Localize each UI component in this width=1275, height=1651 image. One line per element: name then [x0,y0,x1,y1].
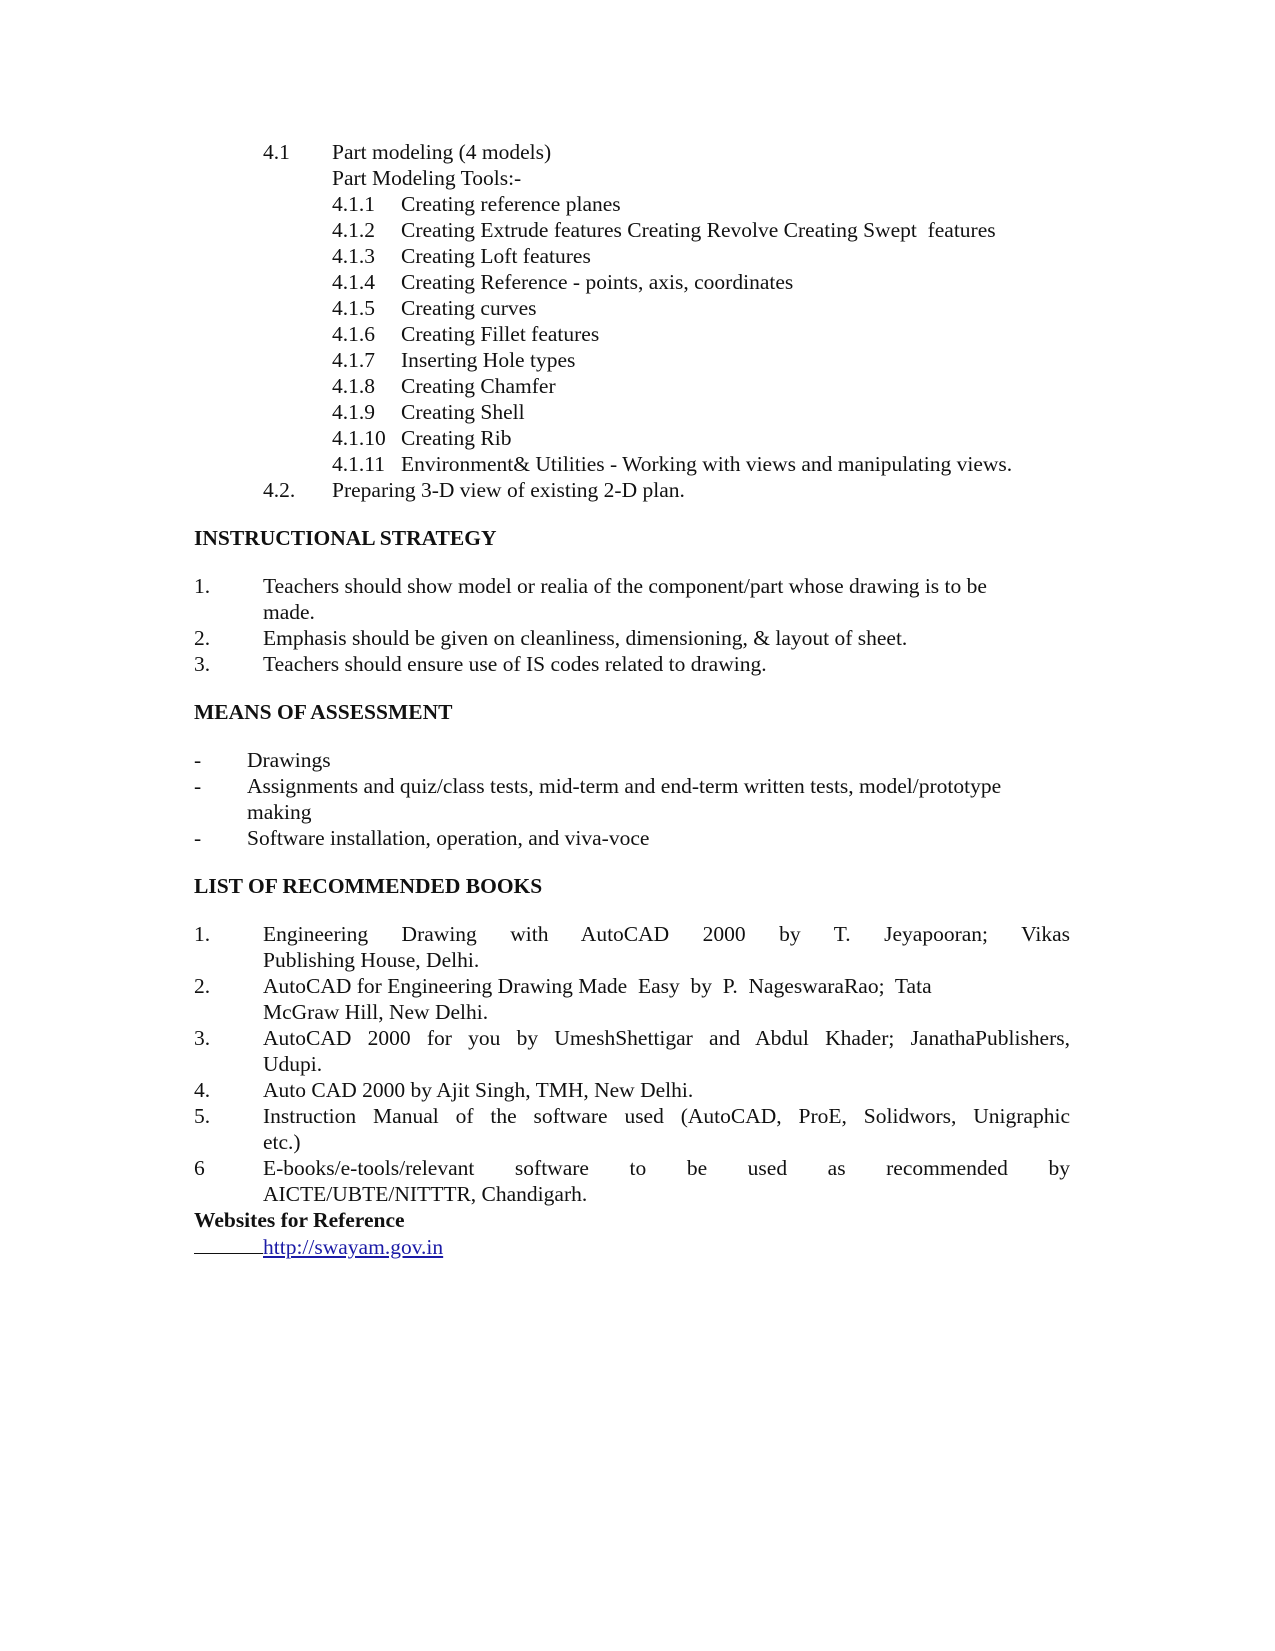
bullet: - [194,748,202,772]
item-text: Creating Reference - points, axis, coordinates [401,270,794,294]
bullet: - [194,774,202,798]
item-text: Creating Rib [401,426,512,450]
section-title: Part modeling (4 models) [332,140,552,164]
item-number: 4.1.7 [332,348,375,372]
item-text: Udupi. [263,1052,323,1076]
section-text: Preparing 3-D view of existing 2-D plan. [332,478,685,502]
item-text: Creating Loft features [401,244,591,268]
item-text: Drawings [247,748,331,772]
item-text: making [247,800,312,824]
item-text: Environment& Utilities - Working with views and manipulating views. [401,452,1013,476]
item-text: Inserting Hole types [401,348,576,372]
item-text: Software installation, operation, and viva-voce [247,826,650,850]
item-text: Publishing House, Delhi. [263,948,480,972]
underline-spacer [194,1233,263,1254]
section-subtitle: Part Modeling Tools:- [332,166,522,190]
item-number: 4.1.6 [332,322,375,346]
websites-heading: Websites for Reference [194,1208,405,1232]
item-number: 2. [194,974,211,998]
item-number: 4.1.9 [332,400,375,424]
item-number: 4.1.11 [332,452,385,476]
item-number: 6 [194,1156,205,1180]
item-number: 4.1.8 [332,374,375,398]
item-text: Teachers should show model or realia of the component/part whose drawing is to be [263,574,987,598]
website-row [194,1233,443,1260]
recommended-books-heading: LIST OF RECOMMENDED BOOKS [194,874,543,898]
item-text: Creating Fillet features [401,322,600,346]
item-text: Teachers should ensure use of IS codes related to drawing. [263,652,767,676]
means-of-assessment-heading: MEANS OF ASSESSMENT [194,700,453,724]
item-text: Auto CAD 2000 by Ajit Singh, TMH, New Delhi. [263,1078,694,1102]
item-number: 4.1.3 [332,244,375,268]
bullet: - [194,826,202,850]
item-number: 2. [194,626,211,650]
item-number: 1. [194,574,211,598]
item-number: 4.1.2 [332,218,375,242]
item-number: 4.1.4 [332,270,375,294]
item-text: Creating curves [401,296,537,320]
item-text: Instruction Manual of the software used (AutoCAD, ProE, Solidwors, Unigraphic [263,1104,1070,1128]
item-text: Assignments and quiz/class tests, mid-term and end-term written tests, model/prototype [247,774,1002,798]
item-number: 1. [194,922,211,946]
item-text: Emphasis should be given on cleanliness, dimensioning, & layout of sheet. [263,626,908,650]
item-number: 4.1.10 [332,426,386,450]
item-text: McGraw Hill, New Delhi. [263,1000,489,1024]
item-text: AutoCAD for Engineering Drawing Made Easy by P. NageswaraRao; Tata [263,974,932,998]
item-text: etc.) [263,1130,301,1154]
item-number: 3. [194,1026,211,1050]
item-number: 5. [194,1104,211,1128]
item-text: AutoCAD 2000 for you by UmeshShettigar and Abdul Khader; JanathaPublishers, [263,1026,1070,1050]
swayam-link[interactable]: http://swayam.gov.in [263,1235,444,1259]
section-number: 4.1 [263,140,290,164]
item-number: 4. [194,1078,211,1102]
item-text: Engineering Drawing with AutoCAD 2000 by T. Jeyapooran; Vikas [263,922,1070,946]
item-number: 3. [194,652,211,676]
instructional-strategy-heading: INSTRUCTIONAL STRATEGY [194,526,497,550]
item-text: made. [263,600,315,624]
item-number: 4.1.1 [332,192,375,216]
item-text: Creating Shell [401,400,525,424]
item-text: Creating Extrude features Creating Revolve Creating Swept features [401,218,996,242]
item-number: 4.1.5 [332,296,375,320]
item-text: Creating reference planes [401,192,621,216]
item-text: E-books/e-tools/relevant software to be used as recommended by [263,1156,1070,1180]
item-text: Creating Chamfer [401,374,556,398]
section-number: 4.2. [263,478,296,502]
item-text: AICTE/UBTE/NITTTR, Chandigarh. [263,1182,588,1206]
